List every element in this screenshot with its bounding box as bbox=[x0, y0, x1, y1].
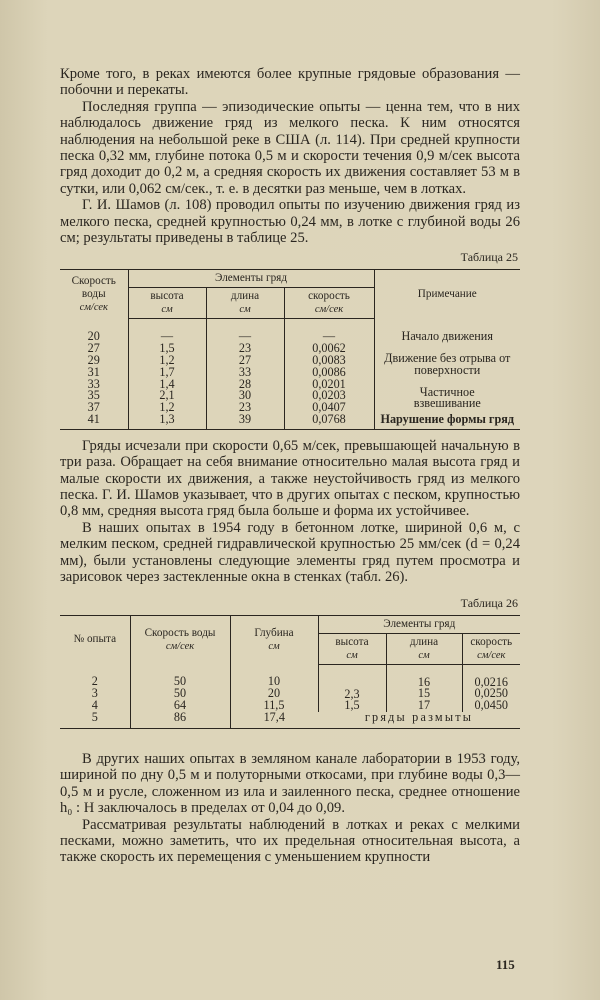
table-26-caption: Таблица 26 bbox=[460, 595, 518, 610]
t25-header-height: высота см bbox=[128, 288, 206, 319]
table-row: 4 64 11,5 17 0,0450 bbox=[60, 700, 520, 712]
table-row: 31 1,7 33 0,0086 bbox=[60, 367, 520, 379]
paragraph-6: В других наших опытах в земляном канале лаборатории в 1953 году, шириной по дну 0,5 м и полуторными откосами, при глубине воды 0,3—0,5 м и русле, сложенном из ила и заиленного песка, среднее отношение h₀ : H заключалось в пределах от 0,04 до 0,09. bbox=[60, 750, 520, 817]
paragraph-3: Г. И. Шамов (л. 108) проводил опыты по изучению движения гряд из мелкого песка, средней крупностью 0,24 мм, в лотке с глубиной воды 26 см; результаты приведены в таблице 25. bbox=[60, 197, 520, 247]
page-number: 115 bbox=[496, 957, 515, 972]
page-content bbox=[60, 66, 520, 866]
t25-header-length: длина см bbox=[206, 288, 284, 319]
table-row: 33 1,4 28 0,0201 Частичное взвешивание bbox=[60, 379, 520, 391]
t26-header-num: № опыта bbox=[60, 615, 130, 664]
table-row: 20 — — — Начало движения bbox=[60, 319, 520, 343]
table-row: 37 1,2 23 0,0407 bbox=[60, 402, 520, 414]
table-25 bbox=[60, 269, 520, 429]
t26-height-values: 2,3 1,5 bbox=[318, 664, 386, 712]
paragraph-4: Гряды исчезали при скорости 0,65 м/сек, превышающей начальную в три раза. Обращает на себя внимание относительно малая высота гряд и малые скорости их движения, а также неустойчивость гряд из мелкого песка. Г. И. Шамов указывает, что в других опытах с песком, крупностью 0,8 мм, средняя высота гряд была больше и форма их устойчивее. bbox=[60, 437, 520, 520]
t25-note-start: Начало движения bbox=[374, 319, 520, 343]
t25-note-shape-breakdown: Нарушение формы гряд bbox=[374, 414, 520, 429]
table-26 bbox=[60, 615, 520, 729]
table-row: 5 86 17,4 гряды размыты bbox=[60, 712, 520, 728]
paragraph-1: Кроме того, в реках имеются более крупные грядовые образования — побочни и перекаты. bbox=[60, 66, 520, 99]
t26-washed-note: гряды размыты bbox=[318, 712, 520, 728]
t26-header-height: высота см bbox=[318, 633, 386, 664]
t26-header-length: длина см bbox=[386, 633, 462, 664]
t25-header-note: Примечание bbox=[374, 270, 520, 319]
t25-header-group: Элементы гряд bbox=[128, 270, 374, 288]
t25-note-partial-suspension: Частичное взвешивание bbox=[374, 379, 520, 414]
table-row: 27 1,5 23 0,0062 Движение без отрыва от поверхности bbox=[60, 343, 520, 355]
table-row: 35 2,1 30 0,0203 bbox=[60, 390, 520, 402]
t25-header-velocity: скорость см/сек bbox=[284, 288, 374, 319]
paragraph-7: Рассматривая результаты наблюдений в лотках и реках с мелкими песками, можно заметить, что их предельная относительная высота, а также скорость их перемещения с уменьшением крупности bbox=[60, 816, 520, 866]
table-row: 2 50 10 2,3 1,5 16 0,0216 bbox=[60, 664, 520, 688]
table-row: 41 1,3 39 0,0768 Нарушение формы гряд bbox=[60, 414, 520, 429]
table-row: 29 1,2 27 0,0083 bbox=[60, 355, 520, 367]
table-25-caption: Таблица 25 bbox=[460, 250, 518, 265]
t26-header-group: Элементы гряд bbox=[318, 615, 520, 633]
paragraph-5: В наших опытах в 1954 году в бетонном лотке, шириной 0,6 м, с мелким песком, средней гидравлической крупностью 25 мм/сек (d = 0,24 мм), были установлены следующие элементы гряд путем просмотра и зарисовок через застекленные окна в стенках (табл. 26). bbox=[60, 519, 520, 586]
paragraph-2: Последняя группа — эпизодические опыты — ценна тем, что в них наблюдалось движение гряд из мелкого песка. К ним относятся наблюдения на небольшой реке в США (л. 114). При средней крупности песка 0,32 мм, глубине потока 0,5 м и скорости течения 0,9 м/сек высота гряд доходит до 0,2 м, а средняя скорость их движения составляет 53 м в сутки, или 0,062 см/сек., т. е. в десятки раз меньше, чем в лотках. bbox=[60, 98, 520, 197]
t25-note-no-separation: Движение без отрыва от поверхности bbox=[374, 343, 520, 378]
t26-header-depth: Глубина см bbox=[230, 615, 318, 664]
t26-header-velocity: скорость см/сек bbox=[462, 633, 520, 664]
table-row: 3 50 20 15 0,0250 bbox=[60, 688, 520, 700]
t26-header-speed: Скорость воды см/сек bbox=[130, 615, 230, 664]
t25-header-speed: Скорость воды см/сек bbox=[60, 270, 128, 319]
